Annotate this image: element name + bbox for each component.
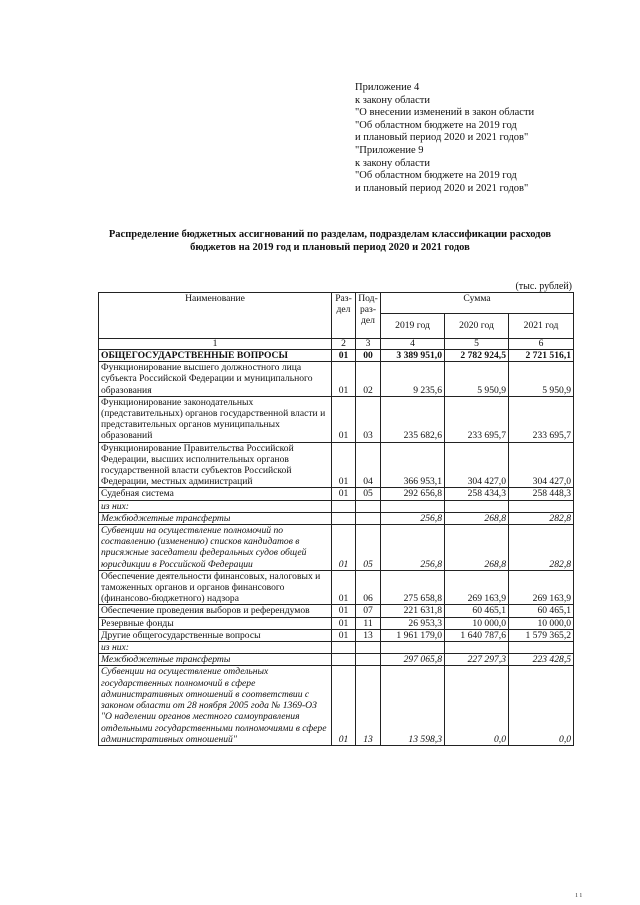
- document-title: [60, 228, 600, 254]
- row-name-cell: Субвенции на осуществление полномочий по составлению (изменению) списков кандидатов в присяжные заседатели федеральных судов общей юрисдикции в Российской Федерации: [99, 525, 332, 571]
- table-row: [99, 396, 574, 442]
- row-value-2021: 1 579 365,2: [509, 629, 574, 641]
- row-section-cell: [332, 512, 356, 524]
- table-row: [99, 362, 574, 397]
- row-name-cell: Межбюджетные трансферты: [99, 512, 332, 524]
- row-name-cell: Резервные фонды: [99, 617, 332, 629]
- row-section-cell: 01: [332, 396, 356, 442]
- row-value-2019: 366 953,1: [381, 442, 445, 488]
- row-section-cell: 01: [332, 617, 356, 629]
- row-section-cell: [332, 642, 356, 654]
- row-section-cell: 01: [332, 605, 356, 617]
- header-subsection: Под-раз-дел: [356, 293, 381, 339]
- row-subsection-cell: 11: [356, 617, 381, 629]
- row-value-2019: 275 658,8: [381, 570, 445, 605]
- table-row: [99, 488, 574, 500]
- row-value-2021: [509, 642, 574, 654]
- row-subsection-cell: 07: [356, 605, 381, 617]
- header-sum: Сумма: [381, 293, 574, 314]
- row-name-cell: Судебная система: [99, 488, 332, 500]
- row-subsection-cell: 03: [356, 396, 381, 442]
- row-subsection-cell: 06: [356, 570, 381, 605]
- table-row: [99, 350, 574, 362]
- row-value-2020: 304 427,0: [445, 442, 509, 488]
- row-section-cell: 01: [332, 570, 356, 605]
- row-subsection-cell: [356, 500, 381, 512]
- row-section-cell: 01: [332, 525, 356, 571]
- row-name-cell: Функционирование Правительства Российской Федерации, высших исполнительных органов государственной власти субъектов Российской Федерации, местных администраций: [99, 442, 332, 488]
- appendix-line: Приложение 4: [355, 82, 420, 93]
- row-section-cell: 01: [332, 442, 356, 488]
- row-name-cell: Обеспечение проведения выборов и референдумов: [99, 605, 332, 617]
- row-subsection-cell: 00: [356, 350, 381, 362]
- row-section-cell: 01: [332, 629, 356, 641]
- row-name-cell: Функционирование законодательных (представительных) органов государственной власти и представительных органов муниципальных образований: [99, 396, 332, 442]
- row-subsection-cell: 13: [356, 666, 381, 745]
- row-value-2020: [445, 642, 509, 654]
- appendix-line: к закону области: [355, 94, 430, 106]
- row-value-2021: 304 427,0: [509, 442, 574, 488]
- row-value-2020: 10 000,0: [445, 617, 509, 629]
- appendix-line: к закону области: [355, 157, 430, 169]
- row-section-cell: 01: [332, 350, 356, 362]
- appendix-line: "Приложение 9: [355, 144, 424, 156]
- row-section-cell: 01: [332, 488, 356, 500]
- row-subsection-cell: 02: [356, 362, 381, 397]
- row-value-2021: 60 465,1: [509, 605, 574, 617]
- row-section-cell: [332, 500, 356, 512]
- row-value-2019: 1 961 179,0: [381, 629, 445, 641]
- row-subsection-cell: 05: [356, 488, 381, 500]
- row-value-2021: 258 448,3: [509, 488, 574, 500]
- row-value-2021: 282,8: [509, 525, 574, 571]
- table-row: [99, 442, 574, 488]
- row-value-2021: 223 428,5: [509, 654, 574, 666]
- row-value-2020: 1 640 787,6: [445, 629, 509, 641]
- row-name-cell: из них:: [99, 642, 332, 654]
- row-value-2020: 2 782 924,5: [445, 350, 509, 362]
- row-name-cell: Межбюджетные трансферты: [99, 654, 332, 666]
- table-row: [99, 617, 574, 629]
- title-line-2: бюджетов на 2019 год и плановый период 2020 и 2021 годов: [190, 242, 470, 253]
- table-row: [99, 512, 574, 524]
- row-name-cell: Обеспечение деятельности финансовых, налоговых и таможенных органов и органов финансового (финансово-бюджетного) надзора: [99, 570, 332, 605]
- row-value-2019: 292 656,8: [381, 488, 445, 500]
- row-value-2019: 3 389 951,0: [381, 350, 445, 362]
- index-row: [99, 339, 574, 350]
- row-value-2020: 268,8: [445, 512, 509, 524]
- header-2019: 2019 год: [381, 314, 445, 339]
- table-row: [99, 642, 574, 654]
- appendix-line: "Об областном бюджете на 2019 год: [355, 170, 517, 182]
- row-value-2019: [381, 642, 445, 654]
- index-cell: 4: [381, 339, 445, 350]
- appendix-line: "Об областном бюджете на 2019 год: [355, 119, 517, 131]
- header-2020: 2020 год: [445, 314, 509, 339]
- row-name-cell: из них:: [99, 500, 332, 512]
- header-name: Наименование: [99, 293, 332, 339]
- appendix-line: и плановый период 2020 и 2021 годов": [355, 182, 529, 194]
- table-row: [99, 605, 574, 617]
- index-cell: 6: [509, 339, 574, 350]
- row-subsection-cell: 05: [356, 525, 381, 571]
- row-value-2020: 268,8: [445, 525, 509, 571]
- budget-table: [98, 292, 574, 746]
- row-value-2021: 0,0: [509, 666, 574, 745]
- appendix-line: "О внесении изменений в закон области: [355, 107, 535, 119]
- row-value-2020: 269 163,9: [445, 570, 509, 605]
- table-row: [99, 570, 574, 605]
- row-value-2019: 26 953,3: [381, 617, 445, 629]
- table-row: [99, 500, 574, 512]
- row-subsection-cell: [356, 654, 381, 666]
- title-line-1: Распределение бюджетных ассигнований по разделам, подразделам классификации расходов: [108, 229, 552, 240]
- units-label: (тыс. рублей): [515, 281, 572, 292]
- table-row: [99, 629, 574, 641]
- row-value-2021: 282,8: [509, 512, 574, 524]
- row-value-2021: 10 000,0: [509, 617, 574, 629]
- row-value-2021: 269 163,9: [509, 570, 574, 605]
- index-cell: 5: [445, 339, 509, 350]
- row-subsection-cell: [356, 512, 381, 524]
- row-name-cell: ОБЩЕГОСУДАРСТВЕННЫЕ ВОПРОСЫ: [99, 350, 332, 362]
- index-cell: 3: [356, 339, 381, 350]
- row-value-2019: 13 598,3: [381, 666, 445, 745]
- header-2021: 2021 год: [509, 314, 574, 339]
- header-row: [99, 293, 574, 314]
- row-value-2020: 5 950,9: [445, 362, 509, 397]
- row-subsection-cell: [356, 642, 381, 654]
- row-value-2021: 233 695,7: [509, 396, 574, 442]
- table-row: [99, 525, 574, 571]
- page-footer-mark: ı ı: [575, 890, 582, 899]
- row-value-2021: 5 950,9: [509, 362, 574, 397]
- row-value-2019: 256,8: [381, 525, 445, 571]
- row-name-cell: Другие общегосударственные вопросы: [99, 629, 332, 641]
- row-value-2020: 233 695,7: [445, 396, 509, 442]
- table-body: [99, 350, 574, 746]
- row-value-2021: [509, 500, 574, 512]
- row-subsection-cell: 13: [356, 629, 381, 641]
- row-section-cell: 01: [332, 362, 356, 397]
- row-value-2020: [445, 500, 509, 512]
- row-value-2021: 2 721 516,1: [509, 350, 574, 362]
- header-section: Раз-дел: [332, 293, 356, 339]
- row-name-cell: Функционирование высшего должностного лица субъекта Российской Федерации и муниципального образования: [99, 362, 332, 397]
- appendix-note: [355, 82, 534, 195]
- table-row: [99, 654, 574, 666]
- row-section-cell: 01: [332, 666, 356, 745]
- row-value-2020: 258 434,3: [445, 488, 509, 500]
- row-name-cell: Субвенции на осуществление отдельных государственных полномочий в сфере административных отношений в соответствии с законом области от 28 ноября 2005 года № 1369-ОЗ "О наделении органов местного самоуправления отдельными государственными полномочиями в сфере административных отношений": [99, 666, 332, 745]
- row-value-2020: 0,0: [445, 666, 509, 745]
- row-value-2020: 60 465,1: [445, 605, 509, 617]
- row-value-2019: 235 682,6: [381, 396, 445, 442]
- row-subsection-cell: 04: [356, 442, 381, 488]
- index-cell: 1: [99, 339, 332, 350]
- appendix-line: и плановый период 2020 и 2021 годов": [355, 132, 529, 144]
- row-value-2019: 9 235,6: [381, 362, 445, 397]
- row-value-2019: 297 065,8: [381, 654, 445, 666]
- row-value-2019: [381, 500, 445, 512]
- row-value-2020: 227 297,3: [445, 654, 509, 666]
- row-value-2019: 256,8: [381, 512, 445, 524]
- row-value-2019: 221 631,8: [381, 605, 445, 617]
- index-cell: 2: [332, 339, 356, 350]
- row-section-cell: [332, 654, 356, 666]
- table-row: [99, 666, 574, 745]
